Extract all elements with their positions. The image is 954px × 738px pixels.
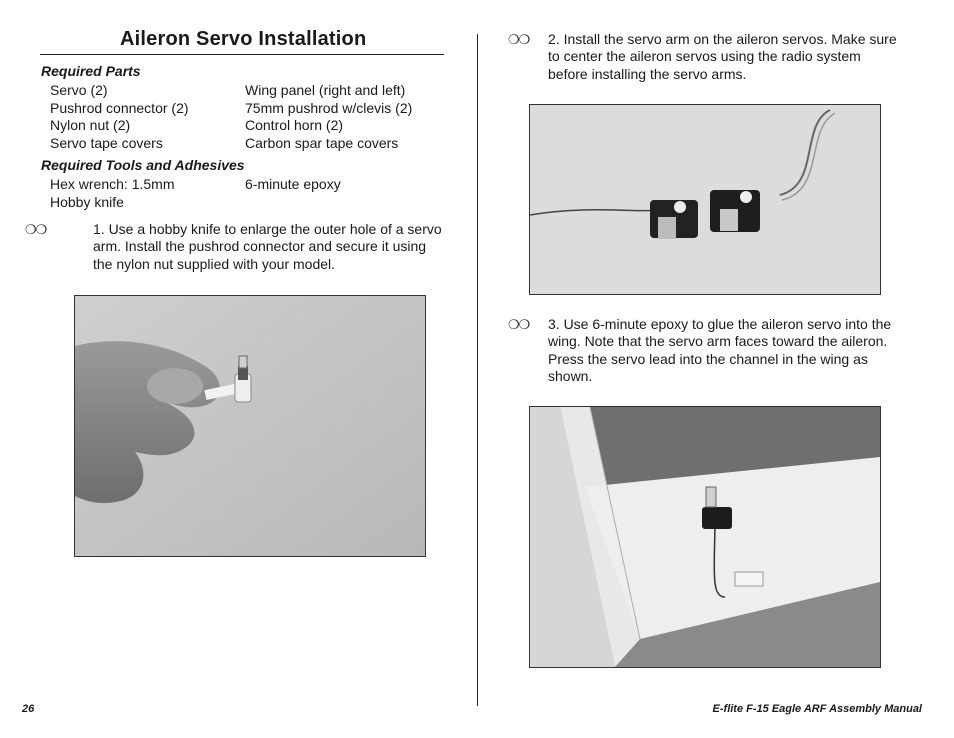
section-title: Aileron Servo Installation xyxy=(120,28,367,50)
step-1-checkboxes[interactable]: ❍❍ xyxy=(25,222,47,237)
step-1-text: 1. Use a hobby knife to enlarge the outer hole of a servo arm. Install the pushrod connector and secure it using the nylon nut supplied with your model. xyxy=(93,221,442,272)
part-item: Servo tape covers xyxy=(50,134,163,151)
step-3-text: 3. Use 6-minute epoxy to glue the aileron servo into the wing. Note that the servo arm faces toward the aileron. Press the servo lead into the channel in the wing as shown. xyxy=(548,316,892,385)
tool-item xyxy=(245,194,450,212)
part-item: Nylon nut (2) xyxy=(50,117,131,133)
required-tools-heading: Required Tools and Adhesives xyxy=(41,157,245,173)
servos-photo-illustration xyxy=(530,105,880,294)
part-item: 75mm pushrod w/clevis (2) xyxy=(245,99,413,116)
photo-aileron-servos xyxy=(529,104,881,295)
step-2-checkboxes[interactable]: ❍❍ xyxy=(508,32,530,47)
tool-item: Hex wrench: 1.5mm xyxy=(50,176,175,192)
step-3-checkboxes[interactable]: ❍❍ xyxy=(508,317,530,332)
required-tools-list xyxy=(50,176,450,211)
part-item: Wing panel (right and left) xyxy=(245,82,406,98)
tool-item: 6-minute epoxy xyxy=(245,176,341,192)
part-item: Pushrod connector (2) xyxy=(50,99,189,116)
servo-arm-photo-illustration xyxy=(75,296,425,556)
part-item: Carbon spar tape covers xyxy=(245,134,399,151)
part-item: Servo (2) xyxy=(50,82,108,98)
part-item: Control horn (2) xyxy=(245,117,344,133)
tool-item: Hobby knife xyxy=(50,193,124,210)
photo-servo-in-wing xyxy=(529,406,881,668)
column-divider xyxy=(477,34,478,706)
step-2-text: 2. Install the servo arm on the aileron servos. Make sure to center the aileron servos using the radio system before installing the servo arms. xyxy=(548,31,897,82)
photo-servo-arm-in-hand xyxy=(74,295,426,557)
wing-photo-illustration xyxy=(530,407,880,667)
page-number: 26 xyxy=(22,703,35,715)
manual-title: E-flite F-15 Eagle ARF Assembly Manual xyxy=(712,703,922,715)
required-parts-list xyxy=(50,82,450,152)
required-parts-heading: Required Parts xyxy=(41,63,141,79)
title-rule xyxy=(40,54,444,55)
